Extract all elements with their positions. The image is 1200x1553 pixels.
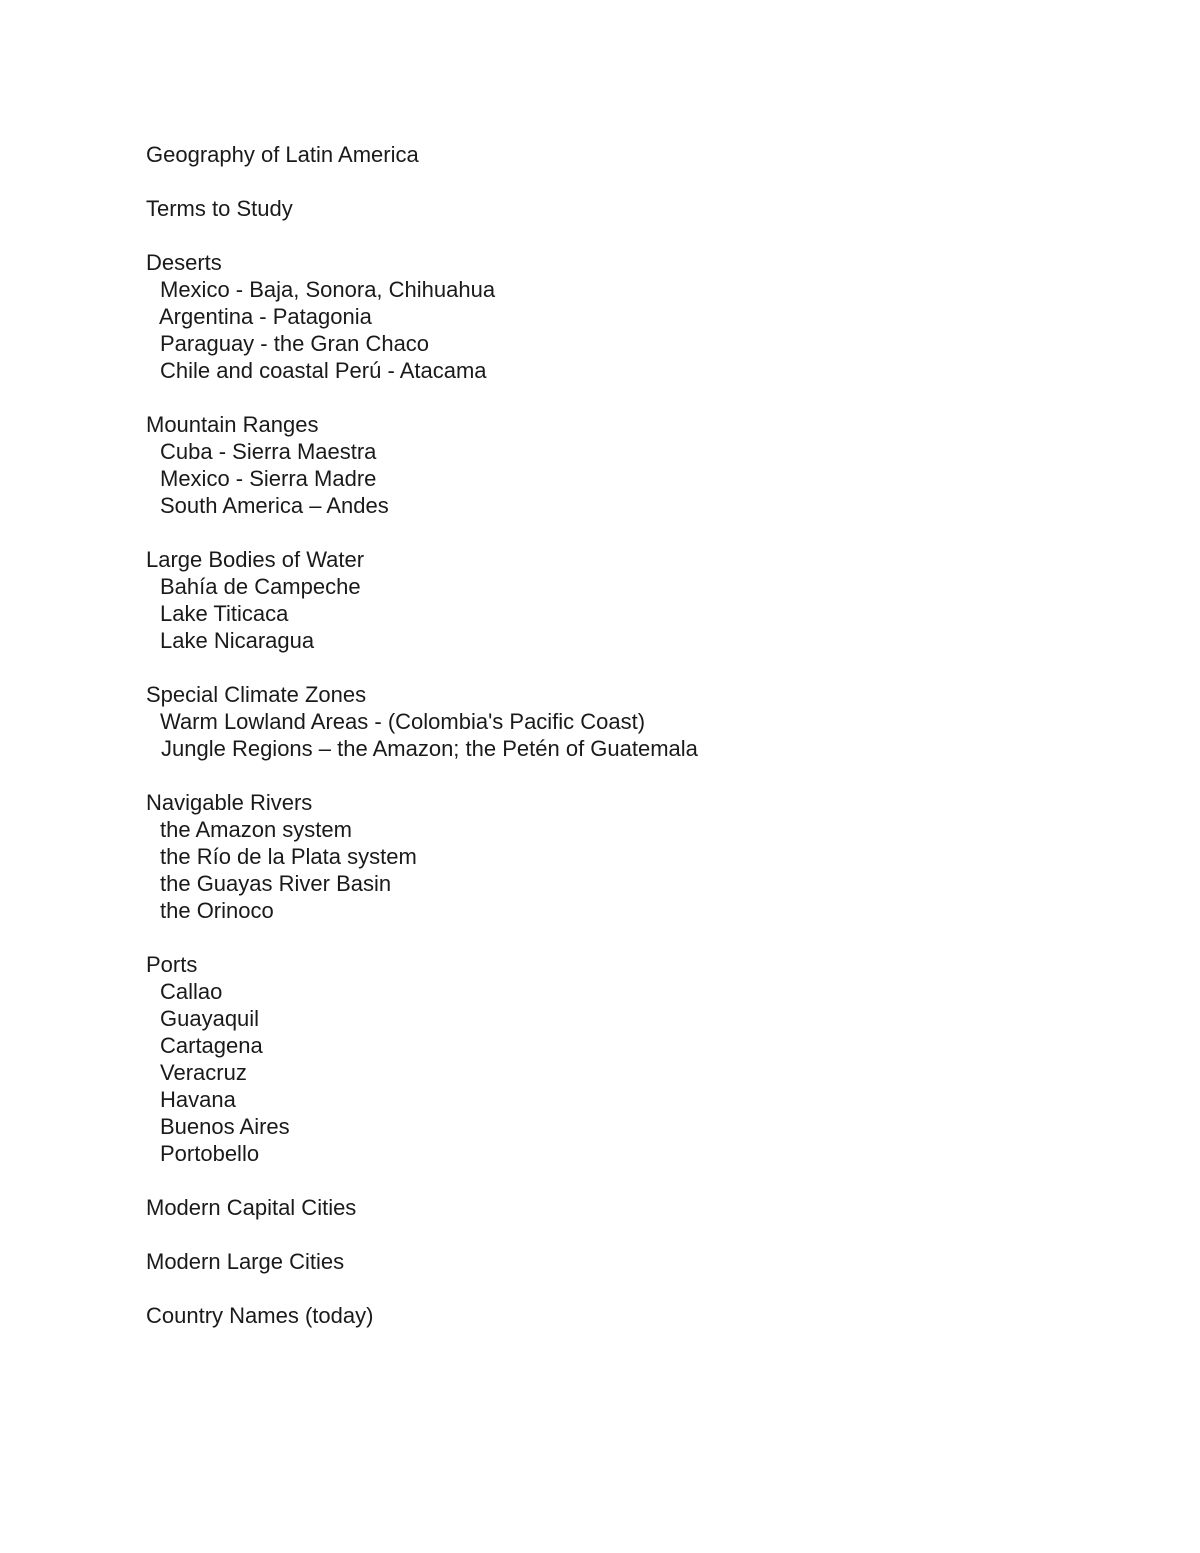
section-heading-country-names: Country Names (today) xyxy=(146,1303,374,1328)
spacer xyxy=(146,924,1106,951)
section-navigable-rivers xyxy=(146,789,1106,924)
section-heading: Deserts xyxy=(146,250,222,275)
list-item: Mexico - Baja, Sonora, Chihuahua xyxy=(160,277,496,302)
document-title: Geography of Latin America xyxy=(146,142,419,167)
list-item: South America – Andes xyxy=(160,493,389,518)
list-item: Bahía de Campeche xyxy=(160,574,361,599)
list-item: the Guayas River Basin xyxy=(160,871,392,896)
spacer xyxy=(146,1167,1106,1194)
list-item: the Amazon system xyxy=(160,817,352,842)
list-item: Lake Titicaca xyxy=(160,601,289,626)
section-heading: Navigable Rivers xyxy=(146,790,313,815)
section-heading-modern-large-cities: Modern Large Cities xyxy=(146,1249,345,1274)
list-item: Warm Lowland Areas - (Colombia's Pacific Coast) xyxy=(160,709,646,734)
list-item: Cartagena xyxy=(160,1033,263,1058)
list-item: Argentina - Patagonia xyxy=(159,304,372,329)
spacer xyxy=(146,1221,1106,1248)
spacer xyxy=(146,1275,1106,1302)
spacer xyxy=(146,654,1106,681)
list-item: Chile and coastal Perú - Atacama xyxy=(160,358,487,383)
section-ports xyxy=(146,951,1106,1167)
document-subtitle: Terms to Study xyxy=(146,196,293,221)
section-heading-modern-capital-cities: Modern Capital Cities xyxy=(146,1195,357,1220)
section-special-climate-zones xyxy=(146,681,1106,762)
list-item: Veracruz xyxy=(160,1060,247,1085)
spacer xyxy=(146,168,1106,195)
list-item: Mexico - Sierra Madre xyxy=(160,466,377,491)
list-item: the Orinoco xyxy=(160,898,274,923)
section-heading: Large Bodies of Water xyxy=(146,547,365,572)
list-item: Jungle Regions – the Amazon; the Petén of Guatemala xyxy=(161,736,698,761)
list-item: Lake Nicaragua xyxy=(160,628,315,653)
section-heading: Ports xyxy=(146,952,198,977)
list-item: Paraguay - the Gran Chaco xyxy=(160,331,430,356)
document-page xyxy=(146,141,1106,1329)
list-item: Callao xyxy=(160,979,223,1004)
spacer xyxy=(146,762,1106,789)
spacer xyxy=(146,222,1106,249)
list-item: Guayaquil xyxy=(160,1006,260,1031)
list-item: Buenos Aires xyxy=(160,1114,290,1139)
spacer xyxy=(146,384,1106,411)
spacer xyxy=(146,519,1106,546)
section-deserts xyxy=(146,249,1106,384)
section-mountain-ranges xyxy=(146,411,1106,519)
section-heading: Mountain Ranges xyxy=(146,412,319,437)
section-large-bodies-of-water xyxy=(146,546,1106,654)
list-item: the Río de la Plata system xyxy=(160,844,417,869)
list-item: Portobello xyxy=(160,1141,260,1166)
section-heading: Special Climate Zones xyxy=(146,682,367,707)
list-item: Havana xyxy=(160,1087,236,1112)
list-item: Cuba - Sierra Maestra xyxy=(160,439,377,464)
